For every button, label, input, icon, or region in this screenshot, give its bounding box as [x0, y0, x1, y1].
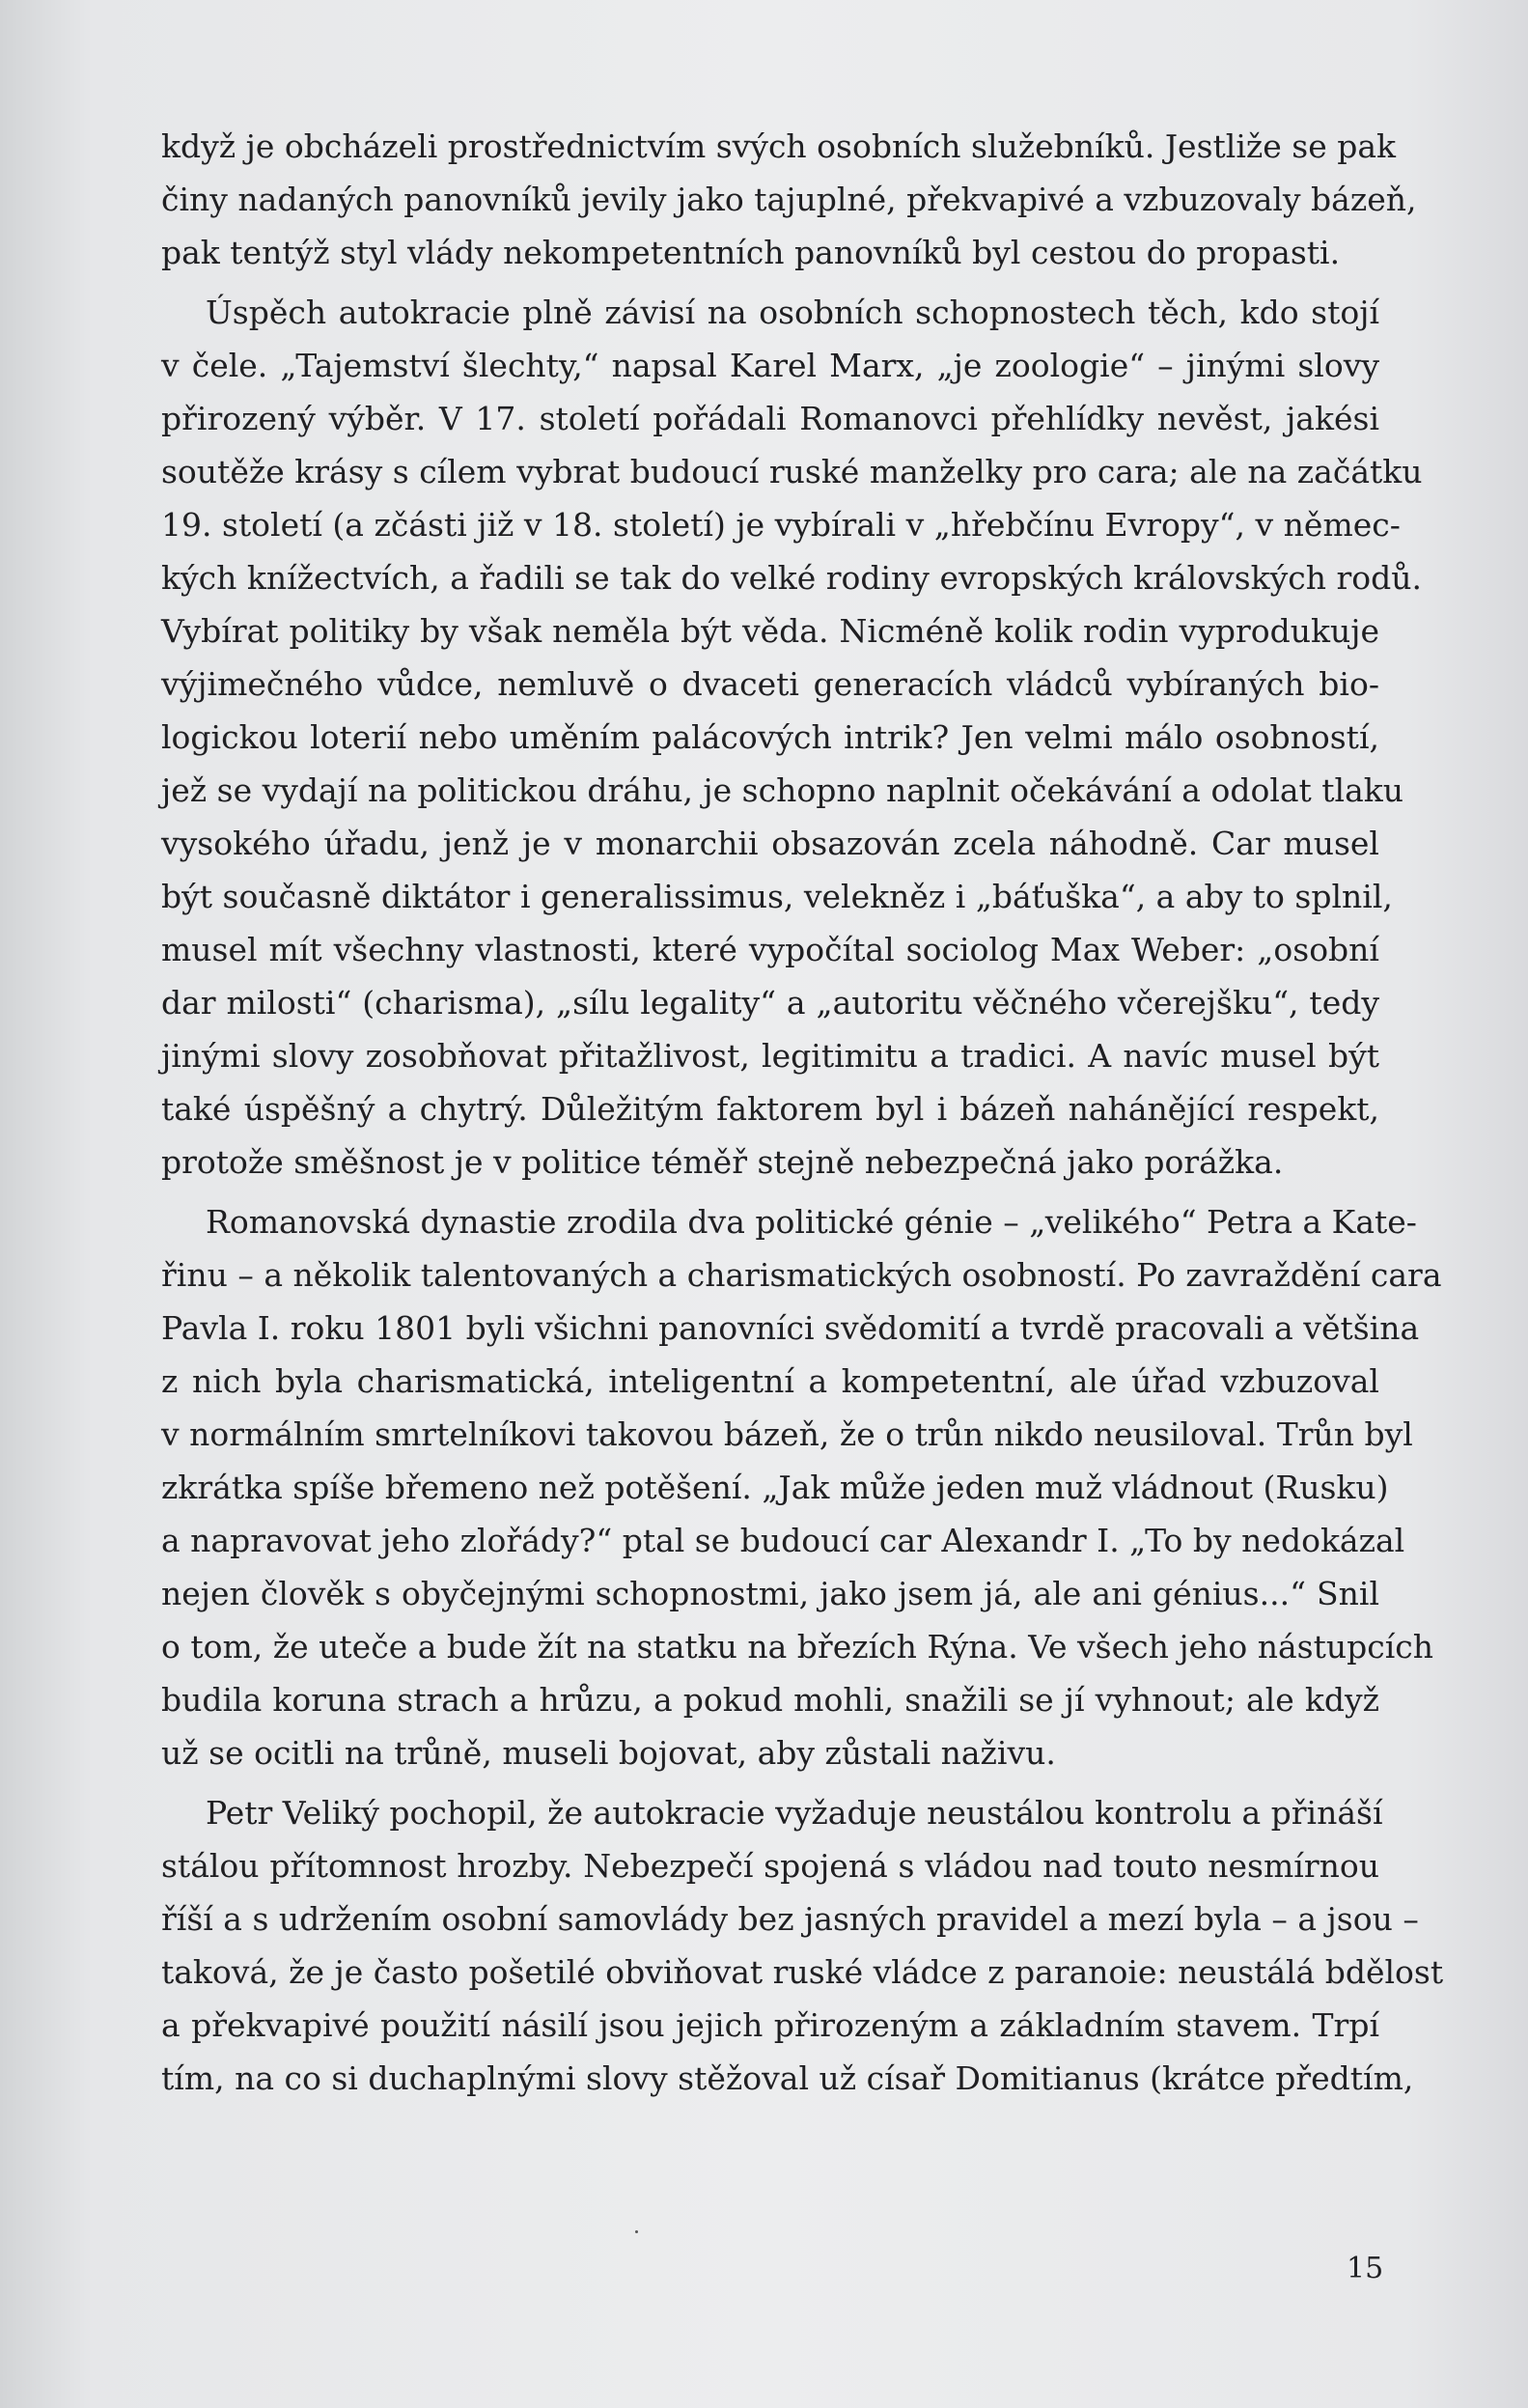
text-line: nejen člověk s obyčejnými schopnostmi, jako jsem já, ale ani génius...“ Snil: [161, 1575, 1379, 1612]
text-line: když je obcházeli prostřednictvím svých osobních služebníků. Jestliže se pak: [161, 127, 1397, 165]
text-line: musel mít všechny vlastnosti, které vypočítal sociolog Max Weber: „osobní: [161, 931, 1379, 968]
text-line: vysokého úřadu, jenž je v monarchii obsazován zcela náhodně. Car musel: [161, 825, 1379, 862]
text-line: logickou loterií nebo uměním palácových intrik? Jen velmi málo osobností,: [161, 718, 1379, 756]
text-line: už se ocitli na trůně, museli bojovat, aby zůstali naživu.: [161, 1734, 1056, 1772]
page-number: 15: [1347, 2252, 1384, 2285]
paragraph-first-line: Úspěch autokracie plně závisí na osobních schopnostech těch, kdo stojí: [206, 294, 1379, 331]
text-line: jinými slovy zosobňovat přitažlivost, legitimitu a tradici. A navíc musel být: [161, 1037, 1379, 1075]
text-line: soutěže krásy s cílem vybrat budoucí ruské manželky pro cara; ale na začátku: [161, 453, 1423, 490]
text-line: budila koruna strach a hrůzu, a pokud mohli, snažili se jí vyhnout; ale když: [161, 1681, 1379, 1719]
text-line: v normálním smrtelníkovi takovou bázeň, že o trůn nikdo neusiloval. Trůn byl: [161, 1415, 1413, 1453]
text-line: říší a s udržením osobní samovlády bez jasných pravidel a mezí byla – a jsou –: [161, 1900, 1419, 1938]
text-line: činy nadaných panovníků jevily jako tajuplné, překvapivé a vzbuzovaly bázeň,: [161, 181, 1417, 218]
text-line: a překvapivé použití násilí jsou jejich přirozeným a základním stavem. Trpí: [161, 2006, 1379, 2044]
speck: [635, 2230, 638, 2233]
text-line: pak tentýž styl vlády nekompetentních panovníků byl cestou do propasti.: [161, 234, 1341, 271]
text-line: kých knížectvích, a řadili se tak do velké rodiny evropských královských rodů.: [161, 559, 1422, 597]
text-line: a napravovat jeho zlořády?“ ptal se budoucí car Alexandr I. „To by nedokázal: [161, 1522, 1405, 1559]
text-line: být současně diktátor i generalissimus, velekněz i „báťuška“, a aby to splnil,: [161, 878, 1393, 915]
text-line: protože směšnost je v politice téměř stejně nebezpečná jako porážka.: [161, 1143, 1284, 1181]
body-text: [161, 120, 1444, 2105]
text-line: Vybírat politiky by však neměla být věda. Nicméně kolik rodin vyprodukuje: [161, 612, 1379, 650]
text-line: dar milosti“ (charisma), „sílu legality“ a „autoritu věčného včerejšku“, tedy: [161, 984, 1379, 1022]
text-line: tím, na co si duchaplnými slovy stěžoval už císař Domitianus (krátce předtím,: [161, 2059, 1414, 2097]
paragraph-first-line: Petr Veliký pochopil, že autokracie vyžaduje neustálou kontrolu a přináší: [206, 1794, 1383, 1832]
text-line: Pavla I. roku 1801 byli všichni panovníci svědomití a tvrdě pracovali a většina: [161, 1309, 1420, 1347]
text-line: 19. století (a zčásti již v 18. století) je vybírali v „hřebčínu Evropy“, v němec-: [161, 506, 1401, 544]
text-line: také úspěšný a chytrý. Důležitým faktorem byl i bázeň nahánějící respekt,: [161, 1090, 1379, 1128]
text-line: o tom, že uteče a bude žít na statku na březích Rýna. Ve všech jeho nástupcích: [161, 1628, 1434, 1666]
text-line: v čele. „Tajemství šlechty,“ napsal Karel Marx, „je zoologie“ – jinými slovy: [161, 347, 1379, 384]
text-line: řinu – a několik talentovaných a charismatických osobností. Po zavraždění cara: [161, 1256, 1442, 1294]
text-line: přirozený výběr. V 17. století pořádali Romanovci přehlídky nevěst, jakési: [161, 400, 1379, 437]
text-line: z nich byla charismatická, inteligentní a kompetentní, ale úřad vzbuzoval: [161, 1362, 1379, 1400]
text-line: výjimečného vůdce, nemluvě o dvaceti generacích vládců vybíraných bio-: [161, 665, 1379, 703]
text-line: zkrátka spíše břemeno než potěšení. „Jak může jeden muž vládnout (Rusku): [161, 1469, 1389, 1506]
paragraph-first-line: Romanovská dynastie zrodila dva politické génie – „velikého“ Petra a Kate-: [206, 1203, 1417, 1241]
text-line: jež se vydají na politickou dráhu, je schopno naplnit očekávání a odolat tlaku: [161, 771, 1404, 809]
text-line: stálou přítomnost hrozby. Nebezpečí spojená s vládou nad touto nesmírnou: [161, 1847, 1379, 1885]
text-line: taková, že je často pošetilé obviňovat ruské vládce z paranoie: neustálá bdělost: [161, 1953, 1444, 1991]
